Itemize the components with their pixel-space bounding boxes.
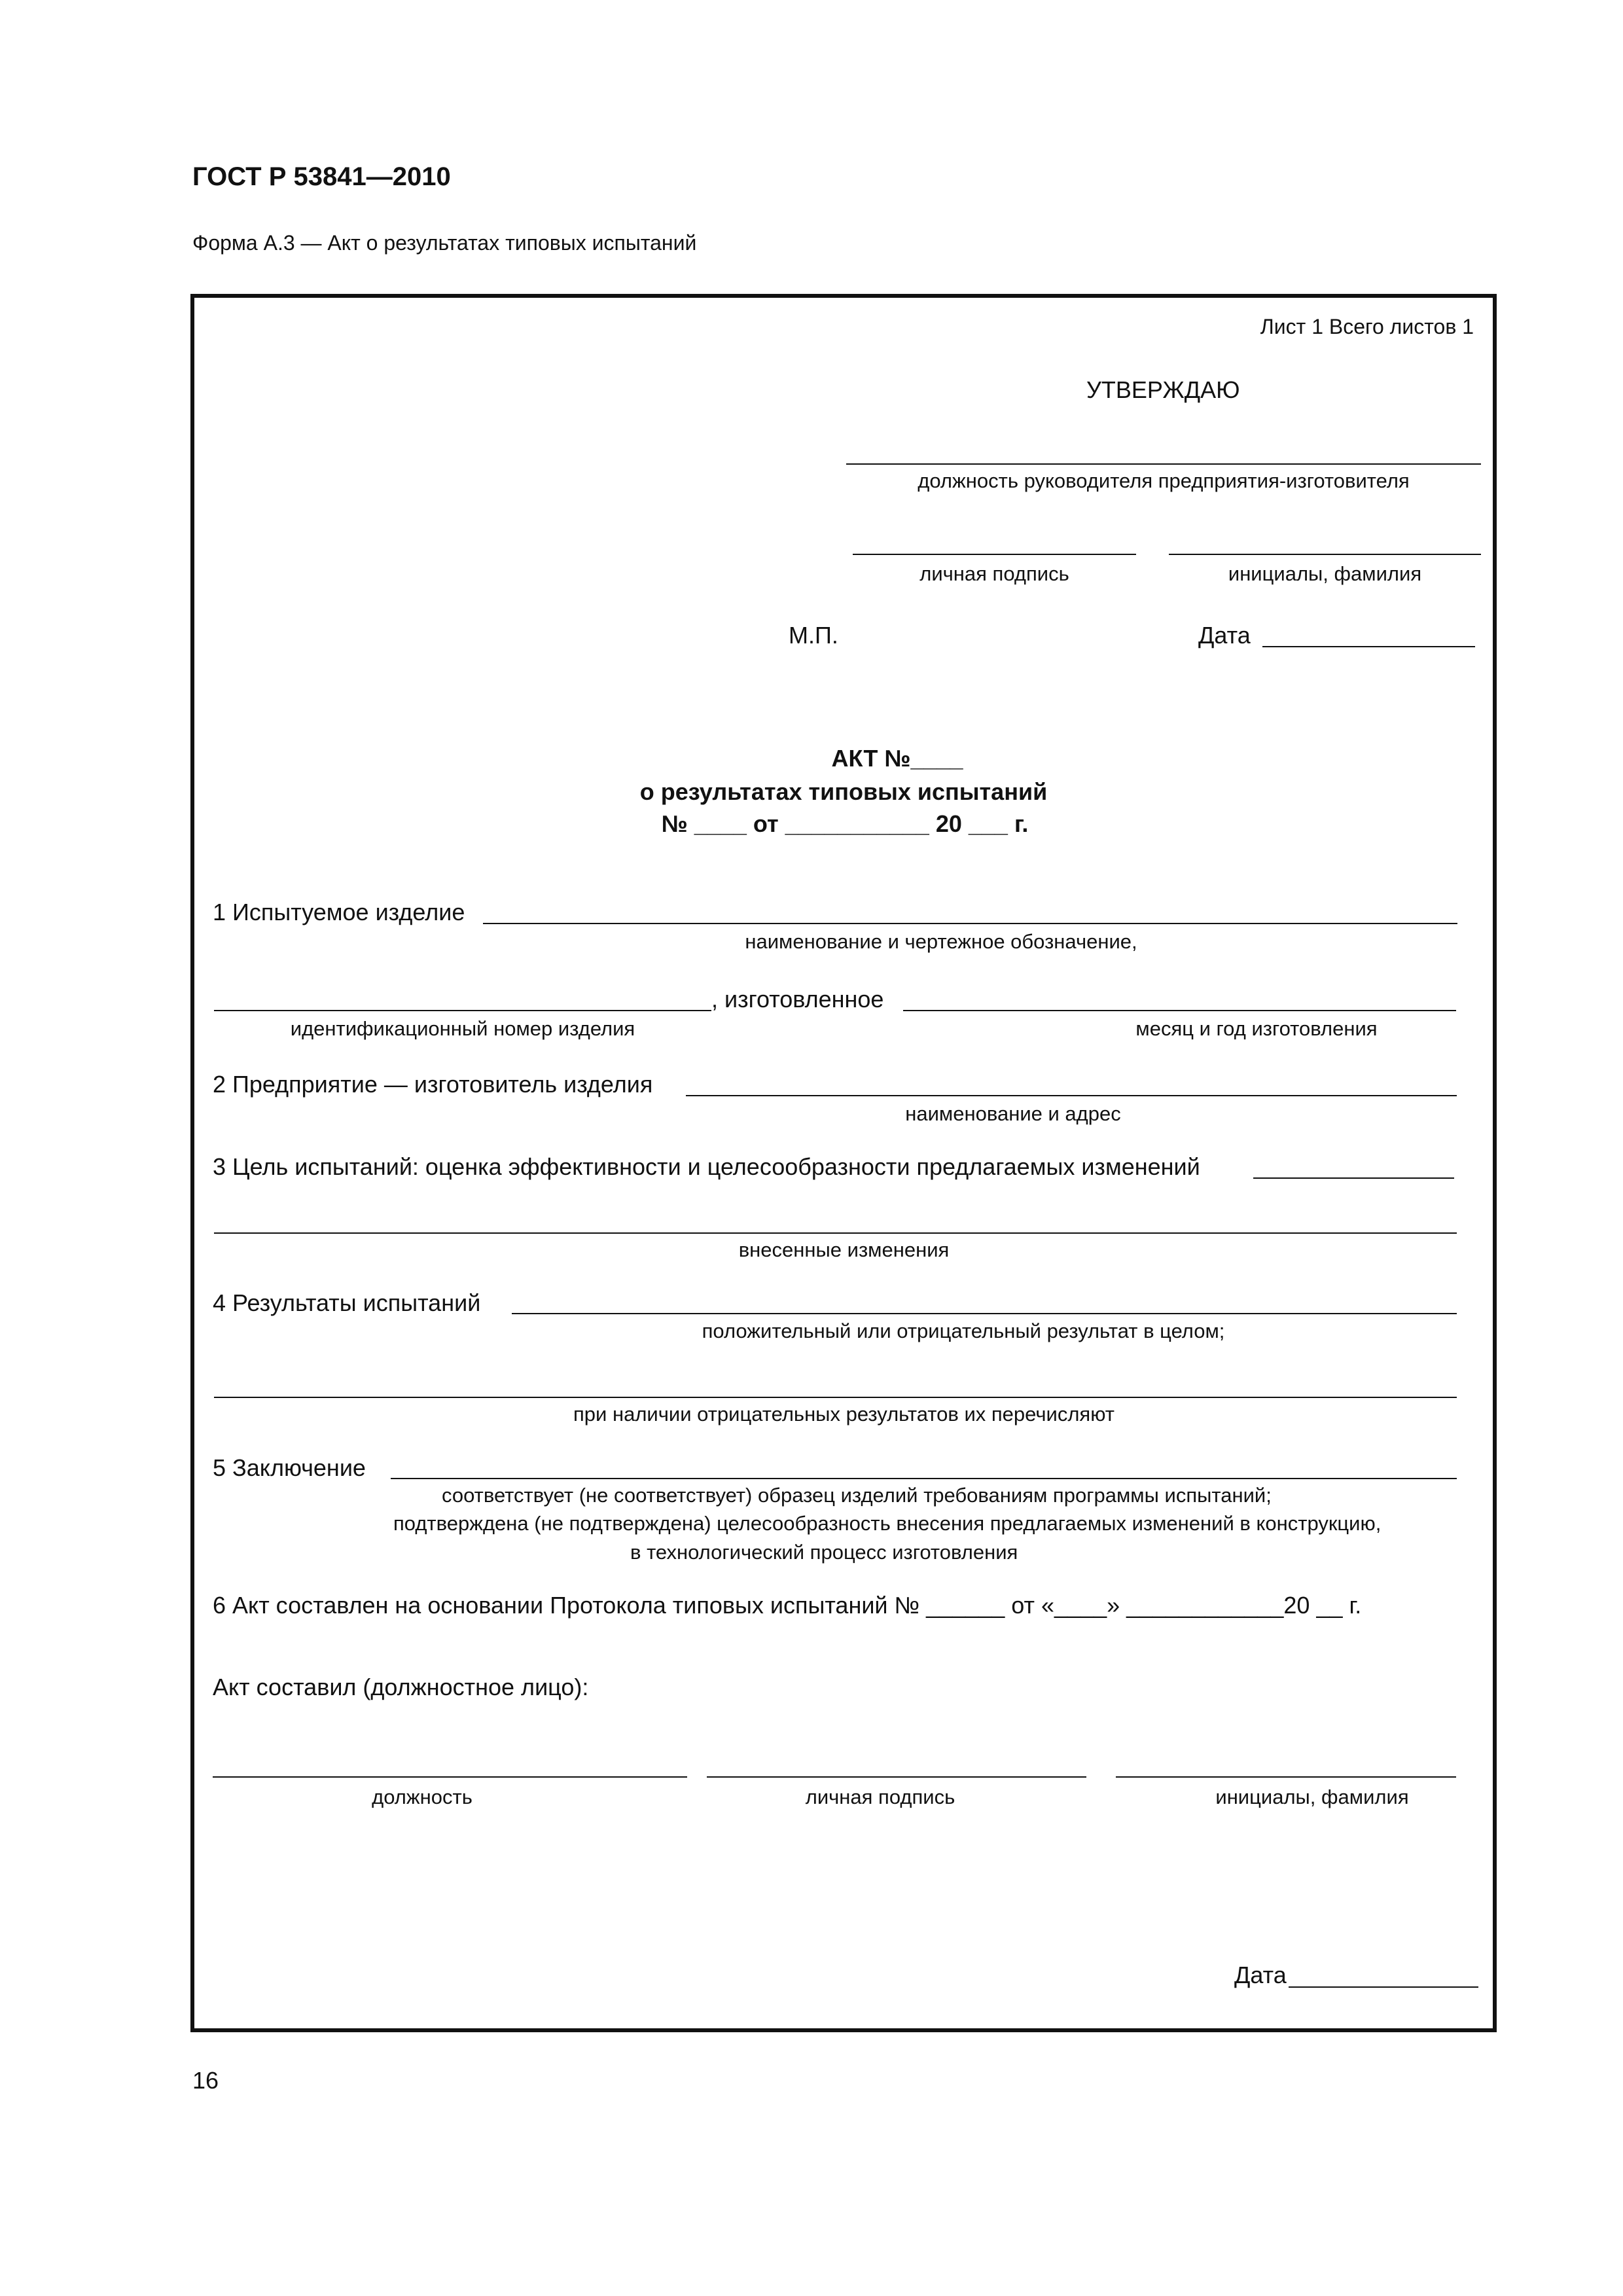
compiled-by-label: Акт составил (должностное лицо):: [213, 1674, 589, 1700]
item4-negatives-caption: при наличии отрицательных результатов их перечисляют: [573, 1403, 1115, 1426]
item4-result-line[interactable]: [512, 1313, 1457, 1314]
head-initials-line[interactable]: [1169, 554, 1481, 555]
item1-manufactured-label: , изготовленное: [711, 986, 884, 1013]
item3-label: 3 Цель испытаний: оценка эффективности и целесообразности предлагаемых изменений: [213, 1153, 1200, 1180]
item3-inline-line[interactable]: [1253, 1177, 1454, 1179]
approve-date-line[interactable]: [1262, 646, 1475, 647]
item5-caption-line1: соответствует (не соответствует) образец изделий требованиям программы испытаний;: [442, 1484, 1272, 1507]
act-subtitle: о результатах типовых испытаний: [639, 778, 1048, 805]
compiler-signature-line[interactable]: [707, 1776, 1086, 1778]
head-initials-caption: инициалы, фамилия: [1228, 562, 1422, 585]
compiler-initials-line[interactable]: [1116, 1776, 1456, 1778]
approve-date-label: Дата: [1198, 622, 1251, 649]
item4-negatives-line[interactable]: [214, 1397, 1457, 1398]
head-position-line[interactable]: [846, 463, 1481, 465]
item1-date-caption: месяц и год изготовления: [1135, 1017, 1378, 1040]
item3-caption: внесенные изменения: [738, 1238, 950, 1261]
item4-label: 4 Результаты испытаний: [213, 1289, 481, 1316]
form-title: Форма А.3 — Акт о результатах типовых испытаний: [192, 231, 697, 255]
compiler-position-line[interactable]: [213, 1776, 687, 1778]
item6-label: 6 Акт составлен на основании Протокола типовых испытаний № ______ от «____» ____________20 __ г.: [213, 1592, 1362, 1619]
head-signature-caption: личная подпись: [919, 562, 1069, 585]
item1-name-line[interactable]: [483, 923, 1457, 924]
head-position-caption: должность руководителя предприятия-изготовителя: [918, 469, 1410, 492]
item5-conclusion-line[interactable]: [391, 1478, 1457, 1479]
item2-label: 2 Предприятие — изготовитель изделия: [213, 1071, 653, 1098]
item1-id-caption: идентификационный номер изделия: [290, 1017, 635, 1040]
item1-date-line[interactable]: [903, 1010, 1456, 1011]
sheet-count: Лист 1 Всего листов 1: [1260, 315, 1474, 338]
item1-id-line[interactable]: [214, 1010, 711, 1011]
item1-name-caption: наименование и чертежное обозначение,: [745, 930, 1137, 953]
item5-label: 5 Заключение: [213, 1454, 366, 1481]
approve-heading: УТВЕРЖДАЮ: [1086, 376, 1240, 403]
item3-changes-line[interactable]: [214, 1232, 1457, 1234]
item2-caption: наименование и адрес: [905, 1102, 1121, 1125]
head-signature-line[interactable]: [853, 554, 1136, 555]
compiler-position-caption: должность: [372, 1785, 473, 1808]
item5-caption-line2: подтверждена (не подтверждена) целесообразность внесения предлагаемых изменений в конструкцию,: [393, 1512, 1382, 1535]
stamp-label: М.П.: [789, 622, 838, 649]
act-number-line: № ____ от ___________ 20 ___ г.: [661, 810, 1029, 837]
bottom-date-label: Дата: [1234, 1962, 1287, 1988]
item2-line[interactable]: [686, 1095, 1457, 1096]
item4-result-caption: положительный или отрицательный результат в целом;: [702, 1319, 1225, 1342]
item5-caption-line3: в технологический процесс изготовления: [630, 1541, 1018, 1564]
bottom-date-line[interactable]: [1289, 1986, 1478, 1988]
page-number: 16: [192, 2067, 219, 2094]
item1-label: 1 Испытуемое изделие: [213, 899, 465, 925]
compiler-initials-caption: инициалы, фамилия: [1215, 1785, 1409, 1808]
compiler-signature-caption: личная подпись: [805, 1785, 955, 1808]
act-title: АКТ №____: [831, 745, 963, 772]
standard-designation: ГОСТ Р 53841—2010: [192, 162, 451, 191]
